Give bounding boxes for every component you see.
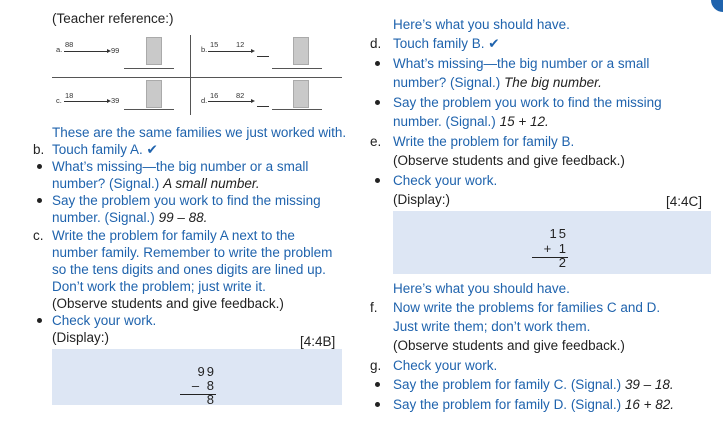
family-d-answer-box (293, 80, 309, 108)
check-work-right: Check your work. (393, 173, 498, 188)
bullet (37, 164, 42, 169)
problem-bottom: – 8 8 (191, 378, 216, 407)
family-d-blank (257, 106, 269, 107)
bullet (375, 100, 380, 105)
family-d-line (208, 101, 252, 102)
family-c-right: 39 (111, 96, 120, 105)
check-work: Check your work. (52, 313, 157, 328)
step-g2-question: Say the problem for family D. (Signal.) (393, 397, 625, 412)
family-c-answer-line (124, 109, 174, 110)
observe-note: (Observe students and give feedback.) (52, 296, 284, 311)
observe-note-right: (Observe students and give feedback.) (393, 153, 625, 168)
teacher-reference-label: (Teacher reference:) (52, 11, 174, 26)
family-b-letter: b. (201, 45, 208, 54)
step-c-line3: so the tens digits and ones digits are lined up. (52, 262, 326, 277)
step-b2-line2 (52, 209, 207, 227)
family-c-answer-box (146, 80, 162, 108)
same-families-note: These are the same families we just worked with. (52, 125, 347, 140)
problem-top: 99 (197, 364, 216, 379)
bullet (375, 61, 380, 66)
family-d-letter: d. (201, 96, 208, 105)
step-d1-line2 (393, 74, 602, 92)
family-c-letter: c. (56, 96, 62, 105)
step-g1-answer: 39 – 18. (624, 377, 674, 392)
display-box-4c (393, 211, 711, 274)
family-a-answer-line (124, 68, 174, 69)
family-a-top: 88 (65, 40, 74, 49)
family-b-line (208, 51, 252, 52)
problem-bottom-right: + 1 2 (543, 241, 568, 270)
step-g1-question: Say the problem for family C. (Signal.) (393, 377, 625, 392)
step-g-text: Check your work. (393, 358, 498, 373)
step-e-text: Write the problem for family B. (393, 134, 575, 149)
corner-badge (711, 0, 723, 12)
step-b2-line1: Say the problem you work to find the missing (52, 193, 321, 208)
step-b1-question: number? (Signal.) (52, 176, 164, 191)
step-e-letter: e. (370, 134, 382, 149)
display-label: (Display:) (52, 330, 110, 345)
family-b-answer-box (293, 37, 309, 65)
step-d2-line2 (393, 113, 549, 131)
step-b-text: Touch family A. ✔ (52, 142, 158, 157)
step-f-line2: Just write them; don’t work them. (393, 319, 591, 334)
bullet (375, 178, 380, 183)
step-d1-answer: The big number. (504, 75, 602, 90)
family-d-arrow (251, 99, 255, 103)
step-b-letter: b. (33, 142, 45, 157)
step-c-letter: c. (33, 228, 44, 243)
grid-horizontal-divider (52, 77, 342, 78)
bullet (37, 198, 42, 203)
step-d-text: Touch family B. ✔ (393, 36, 500, 51)
family-b-blank (257, 56, 269, 57)
family-c-top: 18 (65, 91, 74, 100)
family-b-answer-line (272, 68, 322, 69)
step-c-line4: Don’t work the problem; just write it. (52, 279, 266, 294)
step-d2-question: number. (Signal.) (393, 114, 500, 129)
problem-underline-right (532, 257, 568, 258)
step-d2-answer: 15 + 12. (499, 114, 549, 129)
family-c-line (64, 101, 108, 102)
family-a-line (64, 51, 108, 52)
step-f-letter: f. (370, 300, 378, 315)
step-d-letter: d. (370, 36, 382, 51)
bullet (375, 402, 380, 407)
step-c-line1: Write the problem for family A next to the (52, 228, 295, 243)
problem-underline (180, 394, 216, 395)
family-a-right: 99 (111, 46, 120, 55)
step-b2-question: number. (Signal.) (52, 210, 159, 225)
family-b-top: 12 (236, 40, 245, 49)
step-b2-answer: 99 – 88. (158, 210, 208, 225)
heres-what-1: Here’s what you should have. (393, 17, 570, 32)
heres-what-2: Here’s what you should have. (393, 281, 570, 296)
problem-top-right: 15 (549, 226, 568, 241)
step-d1-question: number? (Signal.) (393, 75, 505, 90)
display-ref: [4:4B] (300, 334, 336, 349)
step-d2-line1: Say the problem you work to find the missing (393, 95, 662, 110)
step-f-line1: Now write the problems for families C and D. (393, 300, 661, 315)
step-b1-line1: What’s missing—the big number or a small (52, 159, 309, 174)
family-b-arrow (251, 49, 255, 53)
step-g2 (393, 396, 674, 414)
display-label-right: (Display:) (393, 192, 451, 207)
step-b1-answer: A small number. (163, 176, 260, 191)
family-d-top: 82 (236, 91, 245, 100)
bullet (375, 382, 380, 387)
grid-vertical-divider (190, 35, 191, 115)
step-g-letter: g. (370, 358, 382, 373)
step-g1 (393, 376, 674, 394)
step-c-line2: number family. Remember to write the problem (52, 245, 333, 260)
step-g2-answer: 16 + 82. (624, 397, 675, 412)
family-d-left: 16 (210, 91, 219, 100)
family-d-answer-line (272, 109, 322, 110)
display-box-4b (52, 349, 342, 405)
step-f-observe: (Observe students and give feedback.) (393, 338, 625, 353)
family-b-left: 15 (210, 40, 219, 49)
display-ref-right: [4:4C] (666, 194, 703, 209)
step-b1-line2 (52, 175, 260, 193)
family-a-letter: a. (56, 45, 63, 54)
step-d1-line1: What’s missing—the big number or a small (393, 56, 650, 71)
family-a-answer-box (146, 37, 162, 65)
bullet (37, 318, 42, 323)
